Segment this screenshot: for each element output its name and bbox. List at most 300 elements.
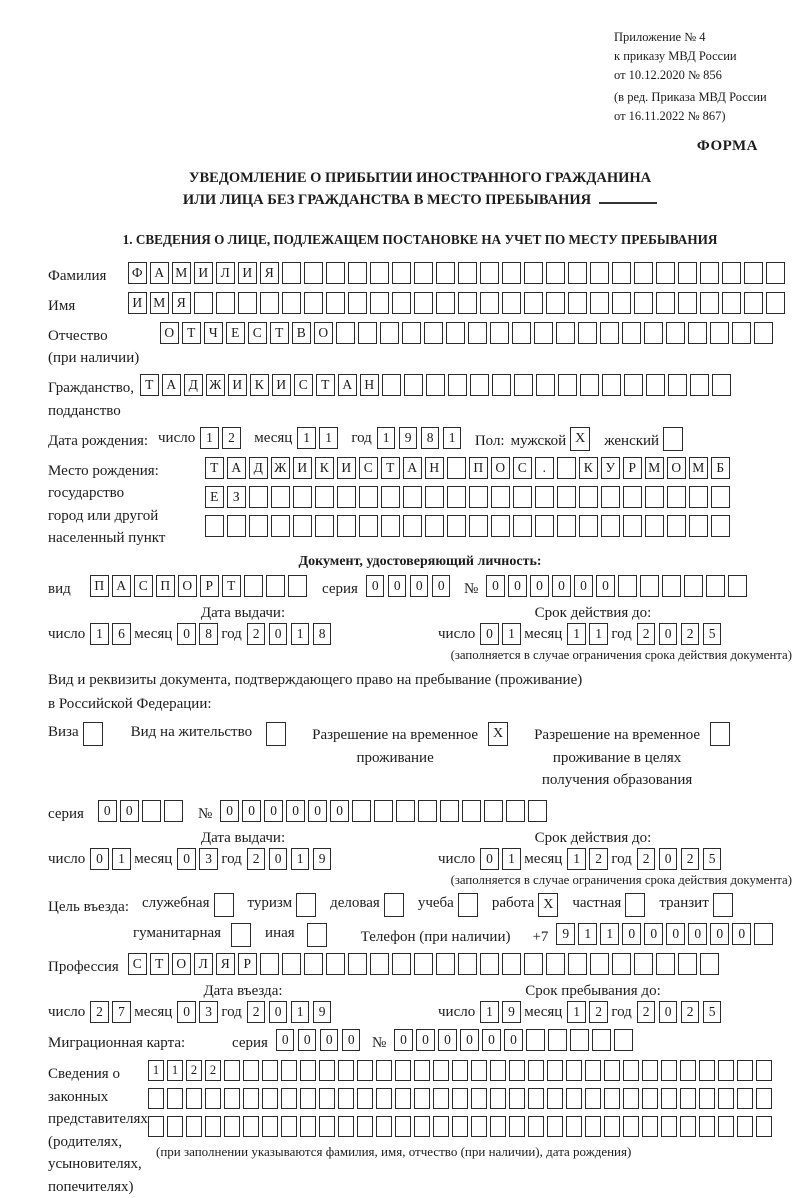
cell[interactable] — [754, 322, 773, 344]
cell[interactable] — [414, 953, 433, 975]
cell[interactable]: 5 — [703, 623, 722, 645]
cell[interactable] — [580, 374, 599, 396]
cell[interactable]: И — [128, 292, 147, 314]
cell[interactable] — [645, 486, 664, 508]
temp-residence-checkbox[interactable]: X — [488, 722, 508, 746]
cell[interactable]: И — [194, 262, 213, 284]
cell[interactable]: 0 — [242, 800, 261, 822]
cell[interactable] — [690, 374, 709, 396]
cell[interactable] — [392, 292, 411, 314]
identity-expiry-month[interactable] — [567, 623, 611, 645]
cell[interactable]: . — [535, 457, 554, 479]
cell[interactable] — [642, 1116, 658, 1137]
cell[interactable] — [668, 374, 687, 396]
cell[interactable] — [376, 1060, 392, 1081]
cell[interactable]: Я — [216, 953, 235, 975]
cell[interactable] — [509, 1088, 525, 1109]
cell[interactable] — [547, 1060, 563, 1081]
cell[interactable]: 0 — [342, 1029, 361, 1051]
cell[interactable] — [689, 515, 708, 537]
birth-month-cells[interactable] — [297, 427, 341, 449]
residence-expiry-month[interactable] — [567, 848, 611, 870]
cell[interactable]: М — [150, 292, 169, 314]
cell[interactable] — [585, 1116, 601, 1137]
cell[interactable] — [300, 1088, 316, 1109]
cell[interactable] — [266, 575, 285, 597]
cell[interactable] — [337, 515, 356, 537]
cell[interactable] — [148, 1116, 164, 1137]
cell[interactable]: Д — [249, 457, 268, 479]
cell[interactable] — [425, 515, 444, 537]
cell[interactable] — [370, 262, 389, 284]
cell[interactable]: О — [491, 457, 510, 479]
cell[interactable] — [336, 322, 355, 344]
cell[interactable] — [656, 292, 675, 314]
cell[interactable] — [348, 262, 367, 284]
cell[interactable] — [260, 292, 279, 314]
cell[interactable] — [661, 1088, 677, 1109]
cell[interactable] — [469, 515, 488, 537]
cell[interactable] — [645, 515, 664, 537]
cell[interactable] — [381, 515, 400, 537]
cell[interactable] — [579, 486, 598, 508]
cell[interactable] — [509, 1060, 525, 1081]
cell[interactable] — [601, 486, 620, 508]
cell[interactable] — [502, 953, 521, 975]
entry-year[interactable] — [247, 1001, 335, 1023]
cell[interactable] — [490, 1116, 506, 1137]
cell[interactable] — [304, 953, 323, 975]
legal-reps-cells-2[interactable] — [148, 1088, 775, 1109]
cell[interactable]: 0 — [596, 575, 615, 597]
cell[interactable]: 0 — [269, 623, 288, 645]
cell[interactable] — [227, 515, 246, 537]
cell[interactable]: 0 — [286, 800, 305, 822]
cell[interactable] — [699, 1060, 715, 1081]
cell[interactable]: 0 — [482, 1029, 501, 1051]
cell[interactable] — [728, 575, 747, 597]
cell[interactable]: 1 — [567, 1001, 586, 1023]
cell[interactable] — [167, 1116, 183, 1137]
cell[interactable] — [293, 515, 312, 537]
cell[interactable] — [566, 1088, 582, 1109]
temp-edu-checkbox[interactable] — [710, 722, 730, 746]
cell[interactable]: 2 — [589, 848, 608, 870]
cell[interactable]: 0 — [366, 575, 385, 597]
cell[interactable] — [244, 575, 263, 597]
cell[interactable] — [710, 322, 729, 344]
cell[interactable]: У — [601, 457, 620, 479]
cell[interactable]: 1 — [377, 427, 396, 449]
cell[interactable] — [604, 1116, 620, 1137]
cell[interactable] — [304, 262, 323, 284]
cell[interactable] — [656, 262, 675, 284]
purpose-official-checkbox[interactable] — [214, 893, 234, 917]
cell[interactable]: 1 — [578, 923, 597, 945]
citizenship-cells[interactable] — [140, 374, 734, 396]
cell[interactable]: А — [227, 457, 246, 479]
cell[interactable] — [414, 1116, 430, 1137]
cell[interactable] — [238, 292, 257, 314]
cell[interactable] — [604, 1060, 620, 1081]
cell[interactable] — [557, 486, 576, 508]
stay-day[interactable] — [480, 1001, 524, 1023]
cell[interactable]: 1 — [148, 1060, 164, 1081]
cell[interactable] — [452, 1116, 468, 1137]
cell[interactable]: И — [272, 374, 291, 396]
cell[interactable] — [661, 1116, 677, 1137]
cell[interactable] — [688, 322, 707, 344]
identity-expiry-day[interactable] — [480, 623, 524, 645]
cell[interactable] — [699, 1088, 715, 1109]
cell[interactable] — [684, 575, 703, 597]
cell[interactable] — [262, 1116, 278, 1137]
cell[interactable] — [547, 1116, 563, 1137]
cell[interactable] — [546, 292, 565, 314]
cell[interactable] — [403, 515, 422, 537]
cell[interactable]: 9 — [502, 1001, 521, 1023]
cell[interactable] — [680, 1060, 696, 1081]
cell[interactable] — [224, 1060, 240, 1081]
cell[interactable] — [348, 953, 367, 975]
cell[interactable]: М — [645, 457, 664, 479]
cell[interactable]: 1 — [567, 848, 586, 870]
cell[interactable] — [282, 292, 301, 314]
cell[interactable] — [534, 322, 553, 344]
cell[interactable] — [319, 1060, 335, 1081]
cell[interactable] — [468, 322, 487, 344]
cell[interactable] — [315, 486, 334, 508]
cell[interactable]: 2 — [589, 1001, 608, 1023]
cell[interactable]: 2 — [205, 1060, 221, 1081]
cell[interactable]: 0 — [508, 575, 527, 597]
entry-day[interactable] — [90, 1001, 134, 1023]
cell[interactable] — [469, 486, 488, 508]
cell[interactable] — [680, 1088, 696, 1109]
cell[interactable] — [524, 262, 543, 284]
residence-issue-day[interactable] — [90, 848, 134, 870]
cell[interactable] — [568, 953, 587, 975]
cell[interactable] — [744, 262, 763, 284]
cell[interactable] — [722, 292, 741, 314]
cell[interactable] — [546, 953, 565, 975]
cell[interactable] — [357, 1088, 373, 1109]
cell[interactable] — [480, 292, 499, 314]
cell[interactable] — [624, 374, 643, 396]
cell[interactable]: О — [160, 322, 179, 344]
cell[interactable] — [403, 486, 422, 508]
cell[interactable]: Н — [425, 457, 444, 479]
doc-kind-cells[interactable] — [90, 575, 310, 597]
cell[interactable] — [570, 1029, 589, 1051]
cell[interactable]: А — [162, 374, 181, 396]
cell[interactable] — [634, 262, 653, 284]
purpose-study-checkbox[interactable] — [458, 893, 478, 917]
residence-expiry-day[interactable] — [480, 848, 524, 870]
cell[interactable]: З — [227, 486, 246, 508]
cell[interactable]: 2 — [247, 623, 266, 645]
cell[interactable]: Т — [205, 457, 224, 479]
cell[interactable]: 7 — [112, 1001, 131, 1023]
cell[interactable]: Д — [184, 374, 203, 396]
cell[interactable] — [282, 953, 301, 975]
cell[interactable]: 6 — [112, 623, 131, 645]
cell[interactable] — [440, 800, 459, 822]
phone-cells[interactable] — [556, 923, 776, 945]
cell[interactable] — [590, 953, 609, 975]
cell[interactable] — [376, 1088, 392, 1109]
cell[interactable]: 0 — [504, 1029, 523, 1051]
cell[interactable] — [526, 1029, 545, 1051]
cell[interactable] — [737, 1088, 753, 1109]
cell[interactable] — [370, 953, 389, 975]
cell[interactable]: 2 — [247, 848, 266, 870]
cell[interactable]: 0 — [688, 923, 707, 945]
cell[interactable]: Т — [381, 457, 400, 479]
cell[interactable]: 9 — [556, 923, 575, 945]
cell[interactable] — [642, 1088, 658, 1109]
cell[interactable] — [337, 486, 356, 508]
residence-expiry-year[interactable] — [637, 848, 725, 870]
cell[interactable] — [656, 953, 675, 975]
cell[interactable] — [490, 1060, 506, 1081]
cell[interactable] — [592, 1029, 611, 1051]
cell[interactable]: 0 — [732, 923, 751, 945]
cell[interactable] — [376, 1116, 392, 1137]
cell[interactable]: Я — [172, 292, 191, 314]
cell[interactable]: 2 — [681, 623, 700, 645]
cell[interactable]: 2 — [247, 1001, 266, 1023]
cell[interactable] — [678, 262, 697, 284]
cell[interactable] — [243, 1060, 259, 1081]
cell[interactable]: Е — [205, 486, 224, 508]
cell[interactable] — [424, 322, 443, 344]
cell[interactable] — [556, 322, 575, 344]
sex-female-checkbox[interactable] — [663, 427, 683, 451]
cell[interactable]: 0 — [220, 800, 239, 822]
cell[interactable]: 9 — [399, 427, 418, 449]
cell[interactable]: 5 — [703, 1001, 722, 1023]
cell[interactable]: К — [250, 374, 269, 396]
cell[interactable] — [712, 374, 731, 396]
cell[interactable]: 0 — [320, 1029, 339, 1051]
cell[interactable] — [186, 1116, 202, 1137]
cell[interactable]: 8 — [199, 623, 218, 645]
surname-cells[interactable] — [128, 262, 788, 284]
doc-number-cells[interactable] — [486, 575, 750, 597]
cell[interactable] — [667, 486, 686, 508]
cell[interactable]: 9 — [313, 1001, 332, 1023]
cell[interactable] — [395, 1116, 411, 1137]
cell[interactable]: 2 — [637, 1001, 656, 1023]
cell[interactable] — [484, 800, 503, 822]
cell[interactable] — [224, 1116, 240, 1137]
cell[interactable] — [623, 486, 642, 508]
cell[interactable] — [447, 457, 466, 479]
purpose-humanitarian-checkbox[interactable] — [231, 923, 251, 947]
cell[interactable]: 2 — [681, 848, 700, 870]
cell[interactable]: 1 — [291, 848, 310, 870]
cell[interactable] — [167, 1088, 183, 1109]
cell[interactable]: 0 — [90, 848, 109, 870]
cell[interactable] — [396, 800, 415, 822]
cell[interactable] — [568, 262, 587, 284]
cell[interactable] — [618, 575, 637, 597]
cell[interactable]: Т — [140, 374, 159, 396]
cell[interactable] — [357, 1060, 373, 1081]
cell[interactable] — [756, 1116, 772, 1137]
cell[interactable] — [359, 515, 378, 537]
cell[interactable]: 3 — [199, 1001, 218, 1023]
cell[interactable] — [392, 262, 411, 284]
cell[interactable]: С — [128, 953, 147, 975]
cell[interactable]: 1 — [443, 427, 462, 449]
cell[interactable] — [382, 374, 401, 396]
cell[interactable] — [524, 953, 543, 975]
cell[interactable] — [288, 575, 307, 597]
cell[interactable] — [205, 515, 224, 537]
identity-issue-day[interactable] — [90, 623, 134, 645]
cell[interactable] — [706, 575, 725, 597]
cell[interactable]: В — [292, 322, 311, 344]
cell[interactable] — [502, 292, 521, 314]
birth-day-cells[interactable] — [200, 427, 244, 449]
identity-expiry-year[interactable] — [637, 623, 725, 645]
cell[interactable] — [433, 1060, 449, 1081]
cell[interactable] — [338, 1060, 354, 1081]
cell[interactable]: 2 — [186, 1060, 202, 1081]
cell[interactable]: 0 — [177, 1001, 196, 1023]
cell[interactable]: С — [134, 575, 153, 597]
doc-series-cells[interactable] — [366, 575, 454, 597]
cell[interactable] — [623, 1116, 639, 1137]
cell[interactable]: Л — [194, 953, 213, 975]
cell[interactable]: Е — [226, 322, 245, 344]
cell[interactable] — [579, 515, 598, 537]
cell[interactable]: М — [689, 457, 708, 479]
identity-issue-month[interactable] — [177, 623, 221, 645]
cell[interactable] — [732, 322, 751, 344]
cell[interactable]: Р — [623, 457, 642, 479]
cell[interactable] — [458, 953, 477, 975]
cell[interactable] — [602, 374, 621, 396]
cell[interactable] — [640, 575, 659, 597]
cell[interactable] — [678, 953, 697, 975]
cell[interactable] — [164, 800, 183, 822]
cell[interactable] — [491, 515, 510, 537]
cell[interactable]: 0 — [486, 575, 505, 597]
cell[interactable] — [414, 262, 433, 284]
cell[interactable] — [646, 374, 665, 396]
cell[interactable] — [547, 1088, 563, 1109]
cell[interactable] — [590, 262, 609, 284]
cell[interactable] — [744, 292, 763, 314]
cell[interactable] — [718, 1060, 734, 1081]
cell[interactable]: 0 — [394, 1029, 413, 1051]
cell[interactable] — [566, 1060, 582, 1081]
cell[interactable] — [711, 486, 730, 508]
cell[interactable] — [281, 1060, 297, 1081]
cell[interactable]: 5 — [703, 848, 722, 870]
cell[interactable] — [689, 486, 708, 508]
cell[interactable]: 0 — [438, 1029, 457, 1051]
cell[interactable] — [338, 1116, 354, 1137]
cell[interactable]: Н — [360, 374, 379, 396]
cell[interactable] — [558, 374, 577, 396]
cell[interactable]: 0 — [622, 923, 641, 945]
cell[interactable] — [446, 322, 465, 344]
cell[interactable] — [436, 953, 455, 975]
cell[interactable] — [612, 292, 631, 314]
cell[interactable] — [260, 953, 279, 975]
cell[interactable]: И — [337, 457, 356, 479]
cell[interactable] — [458, 262, 477, 284]
cell[interactable]: 0 — [269, 1001, 288, 1023]
cell[interactable] — [271, 486, 290, 508]
cell[interactable] — [194, 292, 213, 314]
cell[interactable]: А — [112, 575, 131, 597]
cell[interactable] — [678, 292, 697, 314]
cell[interactable] — [766, 262, 785, 284]
cell[interactable] — [585, 1088, 601, 1109]
cell[interactable]: 0 — [416, 1029, 435, 1051]
cell[interactable] — [634, 292, 653, 314]
cell[interactable]: С — [359, 457, 378, 479]
cell[interactable]: О — [314, 322, 333, 344]
cell[interactable] — [490, 322, 509, 344]
cell[interactable] — [546, 262, 565, 284]
cell[interactable] — [471, 1060, 487, 1081]
cell[interactable] — [536, 374, 555, 396]
cell[interactable] — [722, 262, 741, 284]
cell[interactable] — [249, 486, 268, 508]
cell[interactable] — [414, 1060, 430, 1081]
cell[interactable]: 0 — [120, 800, 139, 822]
cell[interactable] — [513, 486, 532, 508]
cell[interactable]: 3 — [199, 848, 218, 870]
cell[interactable] — [395, 1060, 411, 1081]
stay-year[interactable] — [637, 1001, 725, 1023]
birth-place-cells-3[interactable] — [205, 515, 733, 537]
cell[interactable]: 9 — [313, 848, 332, 870]
cell[interactable]: П — [469, 457, 488, 479]
cell[interactable] — [326, 953, 345, 975]
purpose-work-checkbox[interactable]: X — [538, 893, 558, 917]
cell[interactable] — [509, 1116, 525, 1137]
cell[interactable] — [436, 262, 455, 284]
cell[interactable] — [380, 322, 399, 344]
cell[interactable]: И — [293, 457, 312, 479]
cell[interactable] — [528, 800, 547, 822]
cell[interactable] — [374, 800, 393, 822]
cell[interactable] — [319, 1116, 335, 1137]
cell[interactable]: Т — [270, 322, 289, 344]
cell[interactable]: П — [156, 575, 175, 597]
cell[interactable] — [326, 262, 345, 284]
cell[interactable] — [699, 1116, 715, 1137]
cell[interactable]: С — [513, 457, 532, 479]
cell[interactable] — [448, 374, 467, 396]
sex-male-checkbox[interactable]: X — [570, 427, 590, 451]
cell[interactable] — [528, 1060, 544, 1081]
cell[interactable] — [718, 1116, 734, 1137]
cell[interactable]: 1 — [112, 848, 131, 870]
cell[interactable] — [614, 1029, 633, 1051]
cell[interactable] — [623, 1088, 639, 1109]
cell[interactable] — [612, 262, 631, 284]
residence-issue-month[interactable] — [177, 848, 221, 870]
cell[interactable] — [357, 1116, 373, 1137]
